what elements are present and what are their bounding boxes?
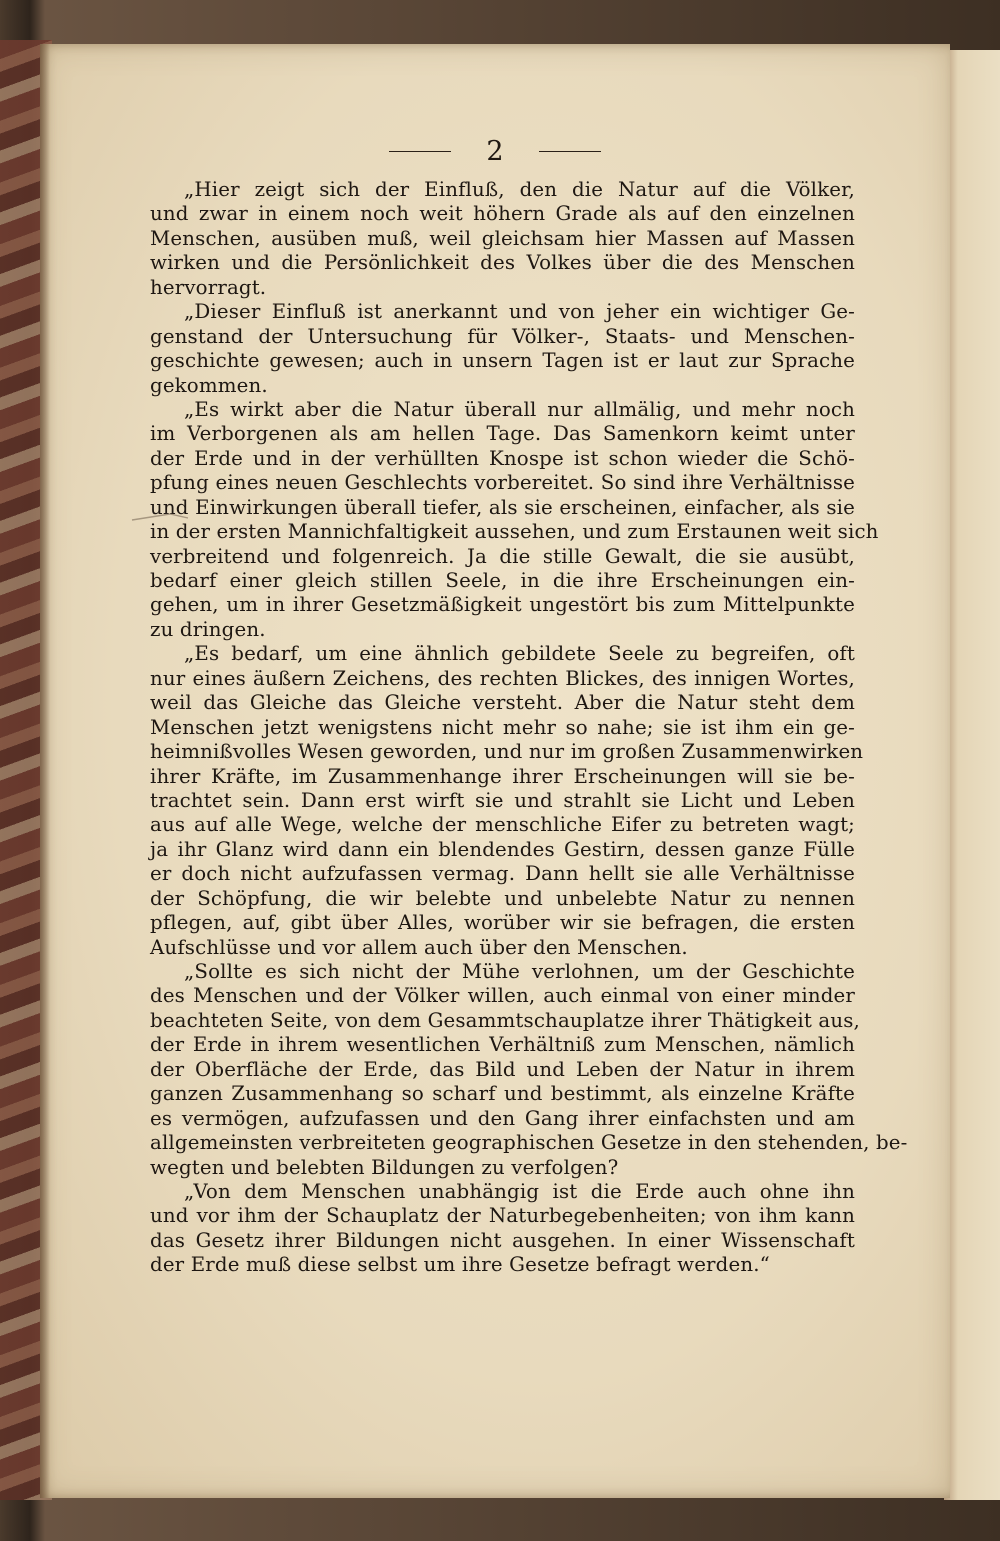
text-line: der Erde in ihrem wesentlichen Verhältniß zum Menschen, nämlich bbox=[150, 1033, 855, 1057]
text-line: hervorragt. bbox=[150, 275, 267, 299]
text-line: Menschen jetzt wenigstens nicht mehr so nahe; sie ist ihm ein ge- bbox=[150, 715, 855, 739]
text-line: der Erde und in der verhüllten Knospe ist schon wieder die Schö- bbox=[150, 446, 855, 470]
text-line: „Sollte es sich nicht der Mühe verlohnen, um der Geschichte bbox=[184, 960, 855, 983]
text-line: es vermögen, aufzufassen und den Gang ihrer einfachsten und am bbox=[150, 1106, 855, 1130]
text-line: des Menschen und der Völker willen, auch einmal von einer minder bbox=[150, 984, 855, 1008]
text-line: beachteten Seite, von dem Gesammtschauplatze ihrer Thätigkeit aus, bbox=[150, 1008, 860, 1032]
text-line: im Verborgenen als am hellen Tage. Das Samenkorn keimt unter bbox=[150, 422, 855, 446]
text-line: bedarf einer gleich stillen Seele, in die ihre Erscheinungen ein- bbox=[150, 569, 855, 592]
text-line: er doch nicht aufzufassen vermag. Dann hellt sie alle Verhältnisse bbox=[150, 862, 855, 886]
text-line: geschichte gewesen; auch in unsern Tagen ist er laut zur Sprache bbox=[150, 349, 855, 373]
text-line: heimnißvolles Wesen geworden, und nur im großen Zusammenwirken bbox=[150, 740, 864, 764]
text-line: und Einwirkungen überall tiefer, als sie erscheinen, einfacher, als sie bbox=[150, 495, 855, 519]
pencil-mark-icon bbox=[130, 510, 190, 524]
text-line: ja ihr Glanz wird dann ein blendendes Gestirn, dessen ganze Fülle bbox=[150, 837, 855, 861]
page-number: 2 bbox=[486, 136, 504, 167]
text-line: nur eines äußern Zeichens, des rechten Blickes, des innigen Wortes, bbox=[150, 666, 855, 690]
text-line: genstand der Untersuchung für Völker-, Staats- und Menschen- bbox=[150, 324, 855, 348]
text-line: allgemeinsten verbreiteten geographischen Gesetze in den stehenden, be- bbox=[150, 1131, 908, 1155]
page-header bbox=[40, 136, 950, 167]
text-line: und zwar in einem noch weit höhern Grade als auf den einzelnen bbox=[150, 202, 855, 226]
text-line: zu dringen. bbox=[150, 617, 266, 641]
text-line: das Gesetz ihrer Bildungen nicht ausgehen. In einer Wissenschaft bbox=[150, 1228, 855, 1252]
text-line: „Von dem Menschen unabhängig ist die Erde auch ohne ihn bbox=[184, 1179, 855, 1203]
text-line: ganzen Zusammenhang so scharf und bestimmt, als einzelne Kräfte bbox=[150, 1082, 855, 1106]
text-line: gehen, um in ihrer Gesetzmäßigkeit ungestört bis zum Mittelpunkte bbox=[150, 593, 855, 617]
text-line: Menschen, ausüben muß, weil gleichsam hier Massen auf Massen bbox=[150, 226, 855, 250]
text-line: pfung eines neuen Geschlechts vorbereitet. So sind ihre Verhältnisse bbox=[150, 471, 855, 495]
text-line: gekommen. bbox=[150, 373, 268, 397]
book-page bbox=[40, 44, 950, 1498]
text-line: wegten und belebten Bildungen zu verfolgen? bbox=[150, 1155, 619, 1179]
text-line: Aufschlüsse und vor allem auch über den Menschen. bbox=[150, 935, 688, 959]
spine-shadow bbox=[40, 44, 50, 1498]
text-line: und vor ihm der Schauplatz der Naturbegebenheiten; von ihm kann bbox=[150, 1204, 855, 1228]
text-line: ihrer Kräfte, im Zusammenhange ihrer Erscheinungen will sie be- bbox=[150, 764, 855, 788]
header-rule-left bbox=[389, 151, 451, 152]
text-line: „Hier zeigt sich der Einfluß, den die Natur auf die Völker, bbox=[184, 178, 855, 201]
text-line: verbreitend und folgenreich. Ja die stille Gewalt, die sie ausübt, bbox=[150, 544, 855, 568]
text-line: pflegen, auf, gibt über Alles, worüber wir sie befragen, die ersten bbox=[150, 911, 855, 935]
text-line: „Es wirkt aber die Natur überall nur allmälig, und mehr noch bbox=[184, 397, 855, 421]
text-line: trachtet sein. Dann erst wirft sie und strahlt sie Licht und Leben bbox=[150, 788, 855, 812]
text-line: aus auf alle Wege, welche der menschliche Eifer zu betreten wagt; bbox=[150, 813, 855, 837]
text-line: der Schöpfung, die wir belebte und unbelebte Natur zu nennen bbox=[150, 886, 855, 910]
text-line: der Oberfläche der Erde, das Bild und Leben der Natur in ihrem bbox=[150, 1057, 855, 1081]
body-text bbox=[150, 178, 908, 1278]
text-line: in der ersten Mannichfaltigkeit aussehen, und zum Erstaunen weit sich bbox=[150, 520, 879, 544]
header-rule-right bbox=[539, 151, 601, 152]
text-line: weil das Gleiche das Gleiche versteht. Aber die Natur steht dem bbox=[150, 691, 855, 715]
text-line: der Erde muß diese selbst um ihre Gesetze befragt werden.“ bbox=[150, 1253, 770, 1277]
facing-page-edge bbox=[944, 50, 1000, 1500]
text-line: wirken und die Persönlichkeit des Volkes über die des Menschen bbox=[150, 251, 855, 275]
text-line: „Dieser Einfluß ist anerkannt und von jeher ein wichtiger Ge- bbox=[184, 300, 855, 324]
text-line: „Es bedarf, um eine ähnlich gebildete Seele zu begreifen, oft bbox=[184, 642, 855, 666]
